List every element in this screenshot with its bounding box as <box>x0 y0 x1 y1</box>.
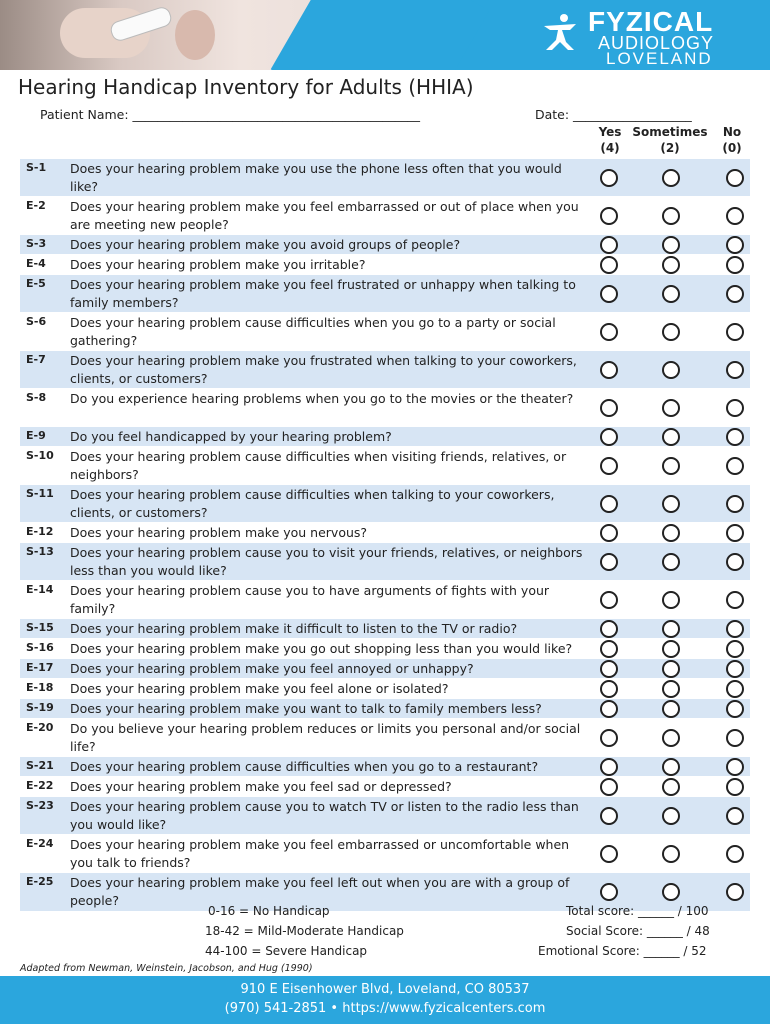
answer-no-radio[interactable] <box>726 640 744 658</box>
answer-sometimes-radio[interactable] <box>662 457 680 475</box>
question-text: Does your hearing problem make you go out shopping less than you would like? <box>70 641 573 656</box>
table-row <box>20 756 750 777</box>
question-text: Does your hearing problem make you feel sad or depressed? <box>70 779 452 794</box>
table-row <box>20 658 750 679</box>
answer-yes-radio[interactable] <box>600 524 618 542</box>
question-text: Does your hearing problem cause you to watch TV or listen to the radio less than you would like? <box>70 799 579 832</box>
citation: Adapted from Newman, Weinstein, Jacobson, and Hug (1990) <box>20 963 313 974</box>
question-text: Does your hearing problem cause difficulties when you go to a restaurant? <box>70 759 539 774</box>
table-row <box>20 796 750 835</box>
question-text: Does your hearing problem make you feel annoyed or unhappy? <box>70 661 474 676</box>
answer-no-radio[interactable] <box>726 399 744 417</box>
answer-no-radio[interactable] <box>726 758 744 776</box>
answer-sometimes-radio[interactable] <box>662 553 680 571</box>
answer-no-radio[interactable] <box>726 778 744 796</box>
answer-sometimes-radio[interactable] <box>662 845 680 863</box>
total-score-field[interactable]: Total score: ______ / 100 <box>566 904 709 918</box>
answer-yes-radio[interactable] <box>600 361 618 379</box>
question-code: E-5 <box>26 277 46 290</box>
question-text: Do you believe your hearing problem reduces or limits you personal and/or social life? <box>70 721 581 754</box>
question-text: Do you feel handicapped by your hearing problem? <box>70 429 392 444</box>
answer-sometimes-radio[interactable] <box>662 399 680 417</box>
table-row <box>20 312 750 351</box>
question-text: Does your hearing problem make you feel embarrassed or uncomfortable when you talk to friends? <box>70 837 570 870</box>
answer-yes-radio[interactable] <box>600 680 618 698</box>
emotional-score-field[interactable]: Emotional Score: ______ / 52 <box>538 944 707 958</box>
logo <box>540 6 740 68</box>
table-row <box>20 776 750 797</box>
answer-yes-radio[interactable] <box>600 236 618 254</box>
question-code: E-25 <box>26 875 54 888</box>
answer-no-radio[interactable] <box>726 361 744 379</box>
question-text: Does your hearing problem make you irritable? <box>70 257 366 272</box>
question-code: S-3 <box>26 237 47 250</box>
form-title: Hearing Handicap Inventory for Adults (HHIA) <box>18 75 474 99</box>
answer-no-radio[interactable] <box>726 323 744 341</box>
social-score-field[interactable]: Social Score: ______ / 48 <box>566 924 710 938</box>
footer-contact: (970) 541-2851 • https://www.fyzicalcenters.com <box>224 1001 546 1016</box>
question-code: E-4 <box>26 257 46 270</box>
answer-no-radio[interactable] <box>726 553 744 571</box>
question-code: E-17 <box>26 661 54 674</box>
question-text: Does your hearing problem make you avoid groups of people? <box>70 237 461 252</box>
question-text: Does your hearing problem make you feel embarrassed or out of place when you are meeting new people? <box>70 199 579 232</box>
question-text: Does your hearing problem make you feel frustrated or unhappy when talking to family members? <box>70 277 576 310</box>
patient-name-field[interactable]: Patient Name: ______________________________________________ <box>40 107 421 122</box>
answer-sometimes-radio[interactable] <box>662 778 680 796</box>
answer-yes-radio[interactable] <box>600 729 618 747</box>
question-text: Does your hearing problem make you use the phone less often that you would like? <box>70 161 562 194</box>
answer-no-radio[interactable] <box>726 660 744 678</box>
answer-sometimes-radio[interactable] <box>662 620 680 638</box>
table-row <box>20 158 750 197</box>
answer-no-radio[interactable] <box>726 207 744 225</box>
answer-yes-radio[interactable] <box>600 495 618 513</box>
table-row <box>20 718 750 757</box>
answer-sometimes-radio[interactable] <box>662 207 680 225</box>
answer-yes-radio[interactable] <box>600 207 618 225</box>
date-field[interactable]: Date: ___________________ <box>535 107 692 122</box>
question-table <box>20 158 750 910</box>
question-text: Does your hearing problem make it difficult to listen to the TV or radio? <box>70 621 518 636</box>
table-row <box>20 542 750 581</box>
header-banner <box>0 0 770 70</box>
table-row <box>20 484 750 523</box>
question-code: S-13 <box>26 545 54 558</box>
answer-yes-radio[interactable] <box>600 660 618 678</box>
question-text: Does your hearing problem cause difficulties when visiting friends, relatives, or neighbors? <box>70 449 567 482</box>
table-row <box>20 834 750 873</box>
answer-yes-radio[interactable] <box>600 620 618 638</box>
answer-yes-radio[interactable] <box>600 285 618 303</box>
answer-no-radio[interactable] <box>726 256 744 274</box>
question-code: E-18 <box>26 681 54 694</box>
answer-sometimes-radio[interactable] <box>662 700 680 718</box>
question-code: S-23 <box>26 799 54 812</box>
answer-sometimes-radio[interactable] <box>662 361 680 379</box>
question-text: Do you experience hearing problems when you go to the movies or the theater? <box>70 391 574 406</box>
answer-yes-radio[interactable] <box>600 457 618 475</box>
answer-no-radio[interactable] <box>726 169 744 187</box>
question-text: Does your hearing problem make you nervous? <box>70 525 368 540</box>
answer-no-radio[interactable] <box>726 428 744 446</box>
answer-no-radio[interactable] <box>726 524 744 542</box>
footer-address: 910 E Eisenhower Blvd, Loveland, CO 80537 <box>240 982 530 997</box>
scale-mild-moderate: 18-42 = Mild-Moderate Handicap <box>205 924 404 938</box>
table-row <box>20 522 750 543</box>
logo-loveland: LOVELAND <box>606 49 713 68</box>
question-code: S-11 <box>26 487 54 500</box>
question-code: E-12 <box>26 525 54 538</box>
fyzical-logo-icon <box>540 12 580 52</box>
answer-no-radio[interactable] <box>726 729 744 747</box>
answer-yes-radio[interactable] <box>600 883 618 901</box>
table-row <box>20 254 750 275</box>
answer-no-radio[interactable] <box>726 883 744 901</box>
answer-yes-radio[interactable] <box>600 845 618 863</box>
question-text: Does your hearing problem make you want to talk to family members less? <box>70 701 542 716</box>
answer-yes-radio[interactable] <box>600 758 618 776</box>
answer-sometimes-radio[interactable] <box>662 680 680 698</box>
question-text: Does your hearing problem cause you to have arguments of fights with your family? <box>70 583 550 616</box>
table-row <box>20 234 750 255</box>
answer-no-radio[interactable] <box>726 680 744 698</box>
answer-yes-radio[interactable] <box>600 399 618 417</box>
answer-yes-radio[interactable] <box>600 640 618 658</box>
question-code: E-9 <box>26 429 46 442</box>
scale-severe: 44-100 = Severe Handicap <box>205 944 368 958</box>
table-row <box>20 388 750 427</box>
question-code: S-8 <box>26 391 47 404</box>
footer <box>0 976 770 1024</box>
answer-yes-radio[interactable] <box>600 169 618 187</box>
answer-no-radio[interactable] <box>726 845 744 863</box>
table-row <box>20 196 750 235</box>
answer-no-radio[interactable] <box>726 495 744 513</box>
question-code: E-2 <box>26 199 46 212</box>
question-code: S-1 <box>26 161 47 174</box>
question-text: Does your hearing problem make you feel alone or isolated? <box>70 681 449 696</box>
question-code: S-15 <box>26 621 54 634</box>
answer-yes-radio[interactable] <box>600 778 618 796</box>
answer-sometimes-radio[interactable] <box>662 256 680 274</box>
answer-sometimes-radio[interactable] <box>662 807 680 825</box>
question-text: Does your hearing problem make you frustrated when talking to your coworkers, clients, or customers? <box>70 353 577 386</box>
answer-no-radio[interactable] <box>726 620 744 638</box>
table-row <box>20 698 750 719</box>
question-text: Does your hearing problem cause difficulties when talking to your coworkers, clients, or customers? <box>70 487 555 520</box>
question-text: Does your hearing problem cause difficulties when you go to a party or social gathering? <box>70 315 556 348</box>
header-photo <box>0 0 400 70</box>
question-code: S-10 <box>26 449 54 462</box>
answer-sometimes-radio[interactable] <box>662 758 680 776</box>
answer-yes-radio[interactable] <box>600 323 618 341</box>
answer-no-radio[interactable] <box>726 285 744 303</box>
column-no: No (0) <box>722 125 742 155</box>
table-row <box>20 350 750 389</box>
table-row <box>20 274 750 313</box>
answer-sometimes-radio[interactable] <box>662 883 680 901</box>
table-row <box>20 618 750 639</box>
answer-yes-radio[interactable] <box>600 256 618 274</box>
question-code: E-22 <box>26 779 54 792</box>
question-text: Does your hearing problem make you feel left out when you are with a group of people? <box>70 875 570 908</box>
question-code: S-16 <box>26 641 54 654</box>
table-row <box>20 446 750 485</box>
question-code: E-24 <box>26 837 54 850</box>
question-code: E-14 <box>26 583 54 596</box>
scale-no-handicap: 0-16 = No Handicap <box>208 904 330 918</box>
table-row <box>20 580 750 619</box>
answer-no-radio[interactable] <box>726 807 744 825</box>
answer-sometimes-radio[interactable] <box>662 169 680 187</box>
logo-fyzical: FYZICAL <box>588 6 714 37</box>
answer-sometimes-radio[interactable] <box>662 428 680 446</box>
question-code: E-7 <box>26 353 46 366</box>
table-row <box>20 426 750 447</box>
answer-sometimes-radio[interactable] <box>662 729 680 747</box>
question-code: S-6 <box>26 315 47 328</box>
answer-sometimes-radio[interactable] <box>662 660 680 678</box>
answer-no-radio[interactable] <box>726 700 744 718</box>
answer-no-radio[interactable] <box>726 236 744 254</box>
answer-sometimes-radio[interactable] <box>662 236 680 254</box>
answer-sometimes-radio[interactable] <box>662 591 680 609</box>
question-code: S-21 <box>26 759 54 772</box>
answer-sometimes-radio[interactable] <box>662 285 680 303</box>
answer-no-radio[interactable] <box>726 591 744 609</box>
question-code: E-20 <box>26 721 54 734</box>
answer-yes-radio[interactable] <box>600 591 618 609</box>
table-row <box>20 638 750 659</box>
column-yes: Yes (4) <box>598 125 622 155</box>
answer-yes-radio[interactable] <box>600 807 618 825</box>
question-code: S-19 <box>26 701 54 714</box>
column-sometimes: Sometimes (2) <box>632 125 708 155</box>
answer-yes-radio[interactable] <box>600 428 618 446</box>
answer-sometimes-radio[interactable] <box>662 323 680 341</box>
answer-yes-radio[interactable] <box>600 553 618 571</box>
answer-yes-radio[interactable] <box>600 700 618 718</box>
table-row <box>20 678 750 699</box>
answer-sometimes-radio[interactable] <box>662 524 680 542</box>
answer-sometimes-radio[interactable] <box>662 495 680 513</box>
question-text: Does your hearing problem cause you to visit your friends, relatives, or neighbors less than you would like? <box>70 545 583 578</box>
answer-sometimes-radio[interactable] <box>662 640 680 658</box>
answer-no-radio[interactable] <box>726 457 744 475</box>
logo-audiology: AUDIOLOGY <box>598 33 715 53</box>
